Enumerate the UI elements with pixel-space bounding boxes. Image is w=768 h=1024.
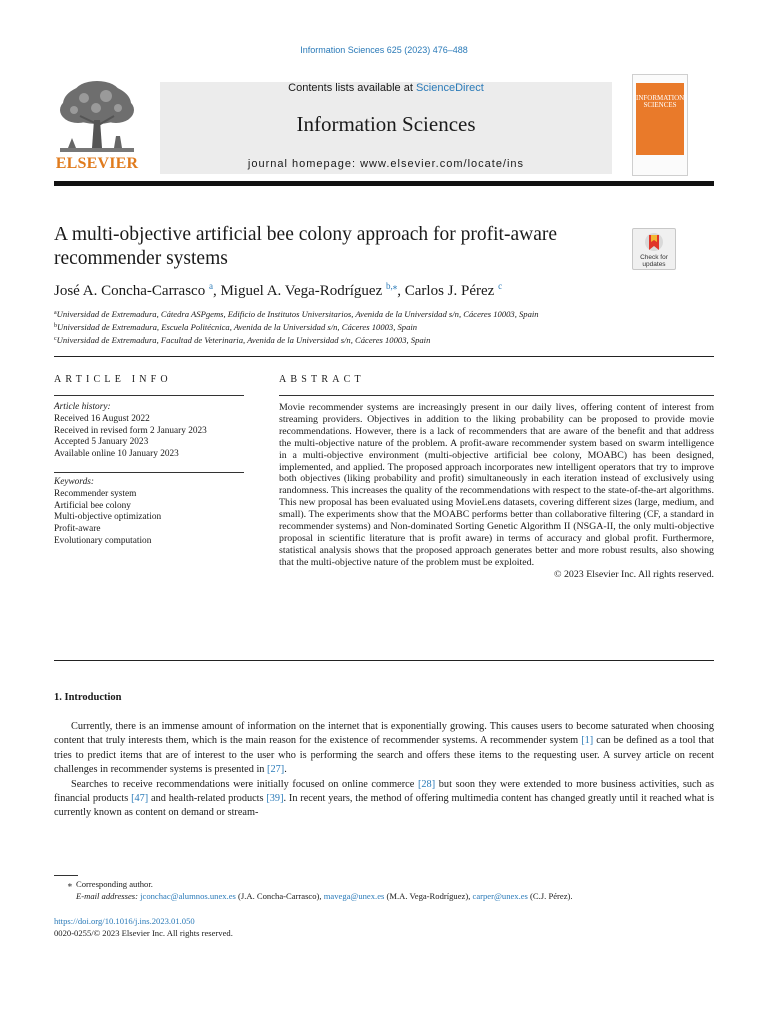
- article-info-heading: ARTICLE INFO: [54, 374, 172, 385]
- citation-link[interactable]: [28]: [417, 778, 436, 790]
- abstract-body: [279, 402, 714, 581]
- keyword: Artificial bee colony: [54, 500, 131, 511]
- history-entry: Received 16 August 2022: [54, 413, 150, 424]
- keywords: Keywords: Recommender system Artificial bee colony Multi-objective optimization Profit-aware Evolutionary computation: [54, 477, 244, 548]
- history-entry: Available online 10 January 2023: [54, 449, 179, 460]
- abstract-heading: ABSTRACT: [279, 374, 365, 385]
- author-list: José A. Concha-Carrasco $^a$, Miguel A. Vega-Rodríguez $^{b,⁎}$, Carlos J. Pérez $^c$: [54, 281, 503, 299]
- article-info-rule: [54, 395, 244, 396]
- paragraph: Currently, there is an immense amount of information on the internet that is exponentially growing. This causes users to become saturated when choosing content that truly interests them, which is the main reason for the existence of recommender systems. A recommender system [1] can be defined as a tool that tries to predict items that are of interest to the user who is performing the search and offers these items to the requesting user. A survey article on recent challenges in recommender systems is presented in [27].: [54, 721, 715, 776]
- paragraph: Searches to receive recommendations were initially focused on online commerce [28] but soon they were extended to more business activities, such as financial products [47] and health-related products [39]. In recent years, the method of offering multimedia content has changed greatly until it reached what is currently known as content on demand or stream-: [54, 778, 715, 819]
- title-divider: [54, 356, 714, 357]
- history-entry: Received in revised form 2 January 2023: [54, 425, 207, 436]
- author-affil-link[interactable]: c: [498, 281, 503, 291]
- abstract-rule: [279, 395, 714, 396]
- citation-link[interactable]: [47]: [131, 793, 149, 805]
- section-heading: 1. Introduction: [54, 692, 122, 703]
- article-history: Article history: Received 16 August 2022 Received in revised form 2 January 2023 Accepted 5 January 2023 Available online 10 January 2023: [54, 402, 244, 461]
- keyword: Recommender system: [54, 488, 137, 499]
- keywords-rule: [54, 472, 244, 473]
- author-affil-link[interactable]: b,⁎: [386, 281, 398, 291]
- email-addresses: E-mail addresses: jconchac@alumnos.unex.es (J.A. Concha-Carrasco), mavega@unex.es (M.A. Vega-Rodríguez), carper@unex.es (C.J. Pérez).: [76, 891, 573, 901]
- email-link[interactable]: carper@unex.es: [472, 891, 528, 901]
- history-entry: Accepted 5 January 2023: [54, 437, 149, 448]
- abstract-divider: [54, 660, 714, 661]
- check-for-updates-label: Check for updates: [640, 254, 668, 268]
- affiliation: $^c$Universidad de Extremadura, Facultad de Veterinaria, Avenida de la Universidad s/n, Cáceres 10003, Spain: [54, 335, 431, 345]
- corresponding-author-note: ⁎ Corresponding author.: [67, 879, 153, 889]
- issn-line: 0020-0255/© 2023 Elsevier Inc. All rights reserved.: [54, 928, 233, 938]
- sciencedirect-link[interactable]: ScienceDirect: [415, 82, 484, 94]
- keyword: Profit-aware: [54, 524, 101, 535]
- introduction-body: [54, 720, 714, 821]
- author-name: José A. Concha-Carrasco: [54, 283, 206, 299]
- bookmark-ribbon-icon: [633, 231, 675, 255]
- header-divider: [54, 181, 714, 186]
- abstract-copyright: © 2023 Elsevier Inc. All rights reserved.: [554, 568, 714, 580]
- journal-name: Information Sciences: [296, 112, 476, 136]
- author-affil-link[interactable]: a: [208, 281, 213, 291]
- homepage-link[interactable]: www.elsevier.com/locate/ins: [360, 158, 525, 170]
- doi-link[interactable]: https://doi.org/10.1016/j.ins.2023.01.050: [54, 916, 195, 926]
- affiliation: $^b$Universidad de Extremadura, Escuela Politécnica, Avenida de la Universidad s/n, Cáceres 10003, Spain: [54, 322, 418, 332]
- author-name: Carlos J. Pérez: [404, 283, 495, 299]
- email-link[interactable]: mavega@unex.es: [323, 891, 385, 901]
- email-link[interactable]: jconchac@alumnos.unex.es: [140, 891, 236, 901]
- keyword: Evolutionary computation: [54, 535, 152, 546]
- journal-homepage: journal homepage: www.elsevier.com/locate/ins: [247, 158, 525, 170]
- cover-title: INFORMATION SCIENCES: [636, 94, 685, 109]
- citation-link[interactable]: [1]: [581, 735, 594, 747]
- contents-line: Contents lists available at ScienceDirect: [288, 82, 484, 94]
- affiliation: $^a$Universidad de Extremadura, Cátedra ASPgems, Edificio de Institutos Universitarios, Avenida de la Universidad s/n, Cáceres 10003, Spain: [54, 309, 539, 319]
- check-for-updates-button[interactable]: [632, 228, 676, 270]
- journal-citation[interactable]: Information Sciences 625 (2023) 476–488: [300, 45, 468, 55]
- citation-link[interactable]: [27]: [267, 764, 285, 776]
- journal-cover-thumbnail: [632, 74, 688, 176]
- publisher-name: ELSEVIER: [55, 155, 139, 172]
- footnote-divider: [54, 875, 78, 876]
- citation-link[interactable]: [39]: [266, 793, 284, 805]
- article-title: A multi-objective artificial bee colony approach for profit-aware recommender systems: [54, 224, 557, 269]
- keyword: Multi-objective optimization: [54, 512, 162, 523]
- author-name: Miguel A. Vega-Rodríguez: [220, 283, 383, 299]
- abstract-text: Movie recommender systems are increasingly present in our daily lives, offering content of interest from streaming providers. Objectives in addition to the liking probability can be proposed to provide movie recommendations. However, there is a lack of recommenders that are aware of the benefit and that address the multi-objective nature of the problem. A profit-aware recommender system based on swarm intelligence in a multi-objective environment (multi-objective artificial bee colony, MOABC) has been designed, implemented, and applied. The proposed approach incorporates new intelligent operators that try to improve both objectives (liking probability and profit) simultaneously in each iteration instead of exclusively using randomness. This increases the quality of the recommendations with respect to the state-of-the-art algorithms. This new proposal has been evaluated using MovieLens datasets, covering different sizes (large, medium, and small). The experiments show that the MOABC performs better than collaborative filtering (CF, a standard in recommender systems) and Non-dominated Sorting Genetic Algorithm II (NSGA-II, the only multi-objective proposal in scientific literature that is profit aware) in terms of accuracy and global profit. Furthermore, statistical analysis shows that the proposed approach generates better and more robust results, also showing that the multi-objective nature of the problem must be exploited.: [279, 402, 714, 568]
- affiliation-list: [54, 307, 714, 346]
